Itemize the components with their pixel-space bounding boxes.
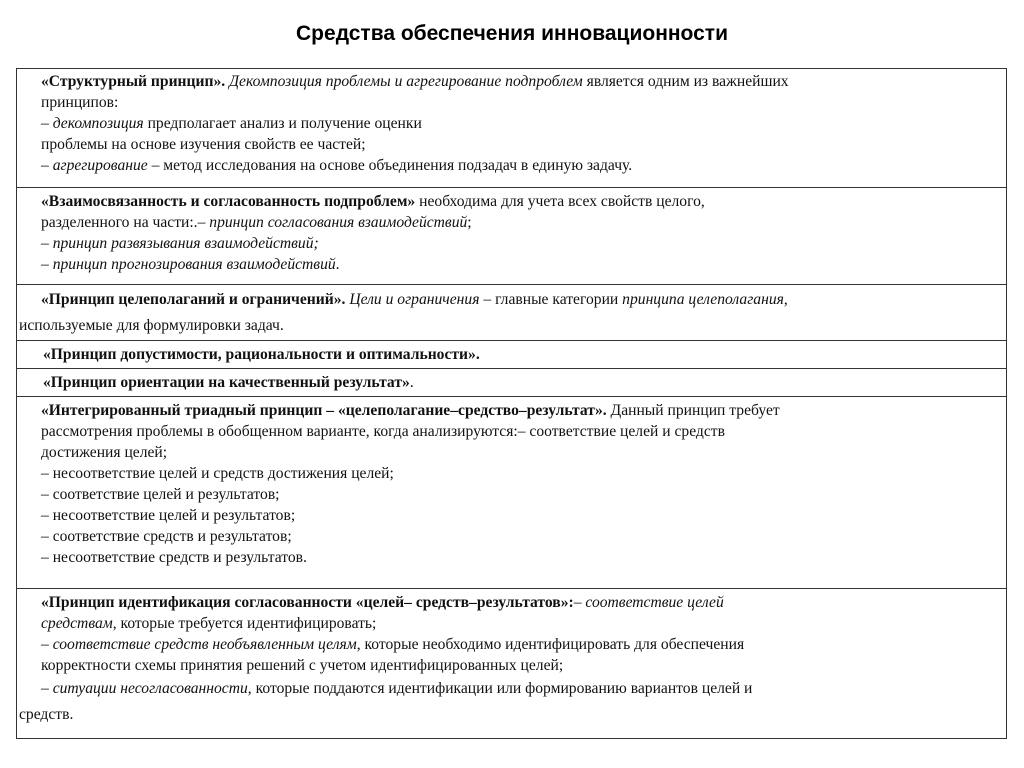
row-line: – несоответствие целей и средств достижения целей; <box>41 465 394 482</box>
row-line: принципов: <box>41 94 119 111</box>
table-row <box>17 284 1006 340</box>
row-line: достижения целей; <box>41 444 168 461</box>
page-title: Средства обеспечения инновационности <box>296 22 728 45</box>
row-line: разделенного на части:.– принцип согласования взаимодействий; <box>41 214 472 231</box>
row-line: «Взаимосвязанность и согласованность подпроблем» необходима для учета всех свойств целого, <box>41 193 705 210</box>
row-line: – ситуации несогласованности, которые поддаются идентификации или формированию вариантов целей и <box>41 680 753 697</box>
table-row <box>17 340 1006 368</box>
row-line: проблемы на основе изучения свойств ее частей; <box>41 136 366 153</box>
row-line: корректности схемы принятия решений с учетом идентифицированных целей; <box>41 657 564 674</box>
row-line: – агрегирование – метод исследования на основе объединения подзадач в единую задачу. <box>41 157 633 174</box>
row-line: «Принцип идентификация согласованности «целей– средств–результатов»:– соответствие целей <box>41 594 724 611</box>
row-line: средствам, которые требуется идентифицировать; <box>41 615 377 632</box>
row-line: – соответствие средств необъявленным целям, которые необходимо идентифицировать для обеспечения <box>41 636 745 653</box>
row-line: «Интегрированный триадный принцип – «целеполагание–средство–результат». Данный принцип требует <box>41 402 780 419</box>
row-line: «Принцип целеполаганий и ограничений». Цели и ограничения – главные категории принципа целеполагания, <box>41 291 788 308</box>
table-row <box>17 396 1006 588</box>
row-line: – соответствие целей и результатов; <box>41 486 280 503</box>
table-row <box>17 588 1006 738</box>
row-line: рассмотрения проблемы в обобщенном варианте, когда анализируются:– соответствие целей и средств <box>41 423 725 440</box>
table-row <box>17 187 1006 284</box>
row-line: – принцип прогнозирования взаимодействий. <box>41 256 340 273</box>
table-row <box>17 69 1006 187</box>
principles-table <box>16 68 1007 739</box>
row-line: средств. <box>19 706 74 723</box>
row-line: – принцип развязывания взаимодействий; <box>41 235 319 252</box>
row-line: – несоответствие целей и результатов; <box>41 507 296 524</box>
row-line: «Принцип ориентации на качественный результат». <box>43 374 414 391</box>
row-line: «Принцип допустимости, рациональности и оптимальности». <box>43 346 480 363</box>
row-line: – несоответствие средств и результатов. <box>41 549 307 566</box>
table-row <box>17 368 1006 396</box>
row-line: – соответствие средств и результатов; <box>41 528 292 545</box>
row-line: используемые для формулировки задач. <box>19 317 284 334</box>
row-line: «Структурный принцип». Декомпозиция проблемы и агрегирование подпроблем является одним из важнейших <box>41 73 789 90</box>
row-line: – декомпозиция предполагает анализ и получение оценки <box>41 115 422 132</box>
